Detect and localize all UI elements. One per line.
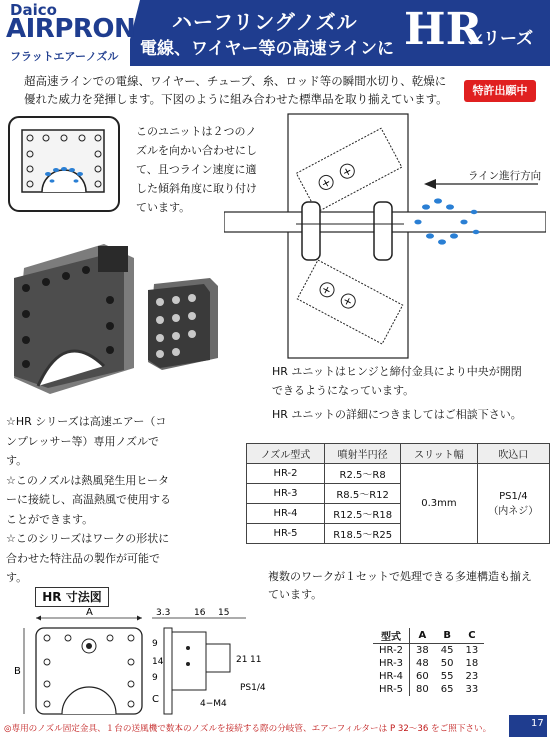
dim-11-label: 11: [250, 655, 262, 665]
dim-9b-label: 9: [152, 673, 158, 683]
dim-33-label: 3.3: [156, 608, 171, 618]
unit-description: このユニットは２つのノズルを向かい合わせにして、且つライン速度に適した傾斜角度に取り付けています。: [136, 125, 257, 214]
spec-inlet-size: PS1/4: [499, 490, 528, 502]
dim-cell: 65: [440, 684, 454, 695]
dim-header-cell: B: [435, 628, 460, 644]
table-row: [373, 644, 484, 658]
spec-inlet-note: （内ネジ）: [488, 505, 539, 517]
dimension-title: HR 寸法図: [35, 587, 109, 607]
spec-table: [246, 443, 550, 544]
feature-bullets: [6, 412, 174, 588]
feature-bullet: ☆このシリーズはワークの形状に合わせた特注品の製作が可能です。: [6, 532, 170, 584]
spec-header-cell: 噴射半円径: [325, 444, 401, 464]
svg-text:+: +: [319, 282, 334, 298]
dimension-table: [373, 628, 484, 696]
page-title: ハーフリングノズル: [172, 10, 358, 34]
page-number-tab: [509, 715, 547, 737]
dim-cell: 50: [440, 658, 454, 669]
table-row: [373, 683, 484, 696]
spec-radius: R12.5～R18: [325, 504, 401, 524]
dim-header-cell: A: [410, 628, 435, 644]
page-number: 17: [531, 718, 544, 729]
dim-cell: 45: [440, 645, 454, 656]
svg-text:+: +: [318, 175, 334, 191]
spec-header-cell: ノズル型式: [247, 444, 325, 464]
series-model: HR: [404, 4, 483, 55]
nozzle-photo-large: [4, 238, 136, 398]
dim-21-label: 21: [236, 655, 248, 665]
dim-16-label: 16: [194, 608, 206, 618]
dim-cell: HR-4: [373, 670, 410, 683]
nozzle-front-illustration: [6, 114, 122, 214]
table-row: [247, 464, 550, 484]
spec-inlet: [477, 464, 549, 544]
spec-radius: R8.5～R12: [325, 484, 401, 504]
spec-radius: R18.5～R25: [325, 524, 401, 544]
dim-cell: 18: [465, 658, 479, 669]
spec-radius: R2.5～R8: [325, 464, 401, 484]
dim-cell: 80: [416, 684, 429, 695]
dim-b-label: B: [14, 666, 21, 677]
hinge-text: HR ユニットはヒンジと締付金具により中央が開閉できるようになっています。: [272, 365, 522, 397]
detail-text: HR ユニットの詳細につきましてはご相談下さい。: [272, 408, 522, 421]
dim-cell: HR-2: [373, 644, 410, 658]
spec-header-cell: 吹込口: [477, 444, 549, 464]
page-subtitle: 電線、ワイヤー等の高速ラインに: [140, 39, 394, 59]
spec-slit: 0.3mm: [401, 464, 477, 544]
patent-badge: 特許出願中: [464, 80, 536, 102]
product-logo: AIRPRON: [6, 14, 136, 44]
table-row: [373, 657, 484, 670]
spec-header-cell: スリット幅: [401, 444, 477, 464]
unit-assembly-illustration: [224, 112, 546, 360]
dim-cell: HR-3: [373, 657, 410, 670]
svg-text:+: +: [340, 293, 355, 310]
dimension-drawing: [14, 606, 304, 718]
spec-model: HR-4: [247, 504, 325, 524]
table-row: [373, 670, 484, 683]
dim-14-label: 14: [152, 657, 164, 667]
brand-name: Daico: [10, 1, 57, 19]
feature-bullet: ☆HR シリーズは高速エアー（コンプレッサー等）専用ノズルです。: [6, 415, 167, 467]
dim-header-cell: C: [460, 628, 485, 644]
series-suffix: シリーズ: [466, 29, 534, 49]
spec-model: HR-3: [247, 484, 325, 504]
dim-header-cell: 型式: [373, 628, 410, 644]
line-direction-label: ライン進行方向: [468, 170, 542, 182]
feature-bullet: ☆このノズルは熱風発生用ヒーターに接続し、高温熱風で使用することができます。: [6, 473, 171, 526]
dimension-table-header: [373, 628, 484, 644]
dim-a-label: A: [86, 607, 93, 618]
dim-cell: 48: [416, 658, 429, 669]
dim-cell: 23: [465, 671, 479, 682]
spec-table-header: [247, 444, 550, 464]
spec-model: HR-2: [247, 464, 325, 484]
dim-cell: HR-5: [373, 683, 410, 696]
dim-cell: 60: [416, 671, 429, 682]
header: [0, 0, 550, 66]
dim-c-label: C: [152, 694, 159, 705]
product-category: フラットエアーノズル: [10, 50, 119, 63]
nozzle-photo-small: [140, 274, 220, 374]
m4-label: 4−M4: [200, 699, 227, 709]
multi-unit-text: 複数のワークが１セットで処理できる多連構造も揃えています。: [268, 570, 532, 601]
dim-cell: 13: [465, 645, 479, 656]
spec-model: HR-5: [247, 524, 325, 544]
footer-note: ◎専用のノズル固定金具、１台の送風機で数本のノズルを接続する際の分岐管、エアーフィルターは P 32〜36 をご照下さい。: [4, 724, 492, 734]
dim-9-label: 9: [152, 639, 158, 649]
svg-text:+: +: [340, 163, 355, 180]
intro-text: 超高速ラインでの電線、ワイヤー、チューブ、糸、ロッド等の瞬間水切り、乾燥に優れた威力を発揮します。下図のように組み合わせた標準品を取り揃えています。: [24, 74, 448, 106]
dim-cell: 33: [465, 684, 479, 695]
dim-cell: 55: [440, 671, 454, 682]
dim-cell: 38: [416, 645, 429, 656]
dim-15-label: 15: [218, 608, 230, 618]
ps-label: PS1/4: [240, 683, 266, 693]
